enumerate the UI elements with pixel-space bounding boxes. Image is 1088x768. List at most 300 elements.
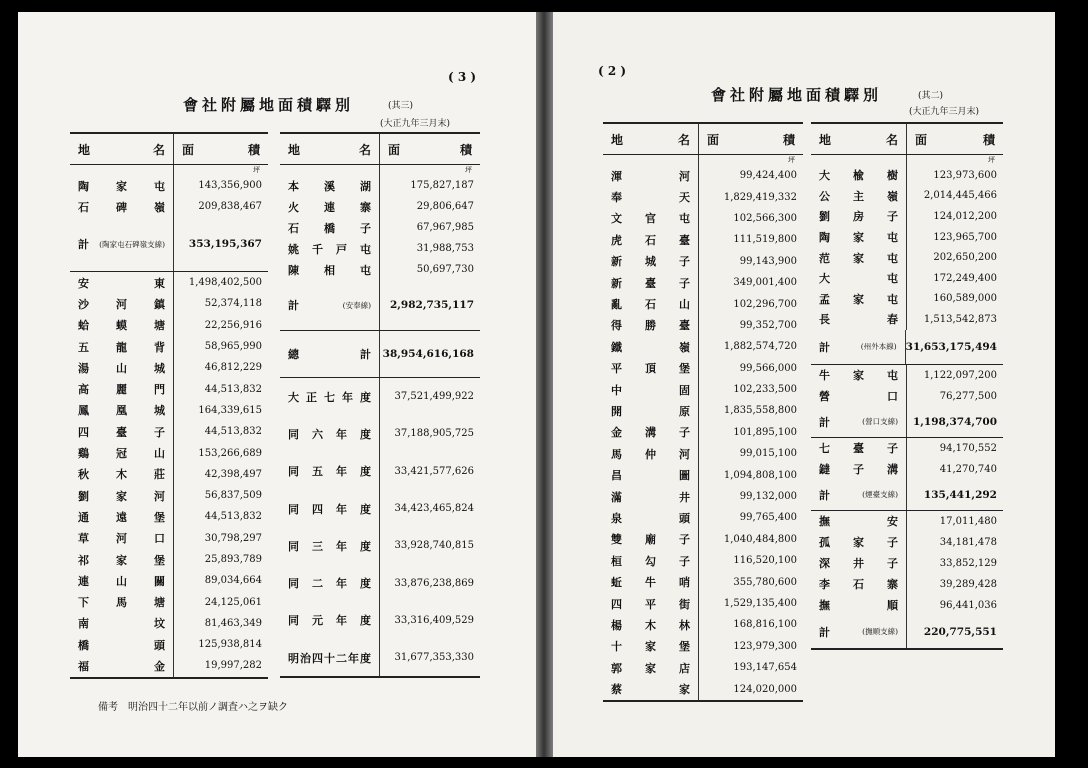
header-name-b: 名 bbox=[358, 142, 371, 157]
station-row-value: 99,424,400 bbox=[739, 170, 797, 182]
station-row-value: 44,513,832 bbox=[204, 383, 262, 395]
station-row-name: 桓 勾 子 bbox=[603, 550, 699, 571]
station-row-name: 李 石 寨 bbox=[811, 574, 907, 595]
station-row-name: 長 春 bbox=[811, 309, 907, 330]
station-row bbox=[603, 251, 803, 272]
station-row-value: 102,296,700 bbox=[733, 298, 797, 310]
year-row bbox=[280, 415, 480, 452]
station-row-value: 1,513,542,873 bbox=[923, 313, 997, 325]
station-row-value: 56,837,509 bbox=[204, 490, 262, 502]
station-row-value: 101,895,100 bbox=[733, 426, 797, 438]
total-row bbox=[811, 407, 1003, 437]
header-area-a: 面 bbox=[915, 132, 928, 147]
station-row-name: 新 臺 子 bbox=[603, 272, 699, 293]
total-row-name bbox=[70, 217, 174, 271]
station-row-name: 七 臺 子 bbox=[811, 438, 907, 459]
station-row-name: 金 溝 子 bbox=[603, 422, 699, 443]
station-row-name: 得 勝 臺 bbox=[603, 315, 699, 336]
station-row-name: 大 楡 樹 bbox=[811, 165, 907, 186]
station-row-name: 奉 天 bbox=[603, 186, 699, 207]
year-row bbox=[280, 453, 480, 490]
station-row-name: 高 麗 門 bbox=[70, 378, 174, 399]
total-row-value: 135,441,292 bbox=[923, 488, 997, 501]
station-row bbox=[811, 186, 1003, 207]
station-row-value: 30,798,297 bbox=[204, 532, 262, 544]
header-area-cell bbox=[380, 134, 480, 164]
total-label: 計 bbox=[288, 299, 299, 312]
station-table-left-col2 bbox=[280, 132, 480, 678]
station-row bbox=[811, 574, 1003, 595]
station-row-name: 楊 木 林 bbox=[603, 614, 699, 635]
total-row bbox=[70, 217, 268, 271]
year-row-name: 同 元 年 度 bbox=[280, 602, 380, 639]
total-row-value: 220,775,551 bbox=[923, 625, 997, 638]
subtitle-date: (大正九年三月末) bbox=[909, 107, 980, 117]
page-title: 會社附屬地面積驛別 bbox=[711, 86, 883, 104]
station-row bbox=[70, 442, 268, 463]
station-row-name: 文 官 屯 bbox=[603, 208, 699, 229]
station-row-name: 草 河 口 bbox=[70, 528, 174, 549]
total-row-value: 31,653,175,494 bbox=[905, 340, 997, 353]
station-table-right-col2 bbox=[811, 122, 1003, 650]
station-row bbox=[811, 386, 1003, 407]
station-row-name: 深 井 子 bbox=[811, 553, 907, 574]
station-row-name: 四 平 街 bbox=[603, 593, 699, 614]
station-row-name: 公 主 嶺 bbox=[811, 186, 907, 207]
station-row bbox=[603, 657, 803, 678]
station-row-name: 蚯 牛 哨 bbox=[603, 571, 699, 592]
station-row-name: 亂 石 山 bbox=[603, 293, 699, 314]
year-row bbox=[280, 527, 480, 564]
station-row-value: 1,882,574,720 bbox=[723, 341, 797, 353]
station-row-value: 58,965,990 bbox=[204, 341, 262, 353]
station-row-value: 123,965,700 bbox=[933, 231, 997, 243]
page-title: 會社附屬地面積驛別 bbox=[183, 96, 355, 114]
unit-label: 坪 bbox=[465, 166, 472, 174]
page-number: ( 3 ) bbox=[448, 70, 477, 84]
station-row-value: 123,973,600 bbox=[933, 169, 997, 181]
subtitle-part: (其三) bbox=[388, 101, 414, 111]
station-row bbox=[280, 175, 480, 196]
station-row bbox=[70, 196, 268, 217]
total-label: 計 bbox=[819, 488, 830, 502]
station-row bbox=[70, 400, 268, 421]
station-row-name: 陶 家 屯 bbox=[811, 227, 907, 248]
header-area-cell bbox=[699, 124, 803, 154]
unit-label: 坪 bbox=[988, 156, 995, 164]
total-note: (煙臺支線) bbox=[862, 490, 898, 500]
station-row bbox=[603, 293, 803, 314]
station-row-name: 鳳 凰 城 bbox=[70, 400, 174, 421]
station-row bbox=[603, 614, 803, 635]
header-area-b: 積 bbox=[247, 142, 260, 157]
station-row-value: 202,650,200 bbox=[933, 252, 997, 264]
station-row-value: 99,143,900 bbox=[739, 255, 797, 267]
station-row bbox=[280, 217, 480, 238]
station-row-value: 50,697,730 bbox=[416, 264, 474, 275]
total-note: (州外本線) bbox=[860, 342, 897, 352]
total-row-name bbox=[811, 330, 906, 364]
year-row-value: 37,188,905,725 bbox=[394, 428, 474, 440]
station-row bbox=[603, 678, 803, 699]
station-row-value: 1,529,135,400 bbox=[723, 598, 797, 609]
total-row-value: 2,982,735,117 bbox=[389, 299, 474, 311]
header-area-b: 積 bbox=[459, 142, 472, 157]
station-row-value: 116,520,100 bbox=[733, 555, 797, 567]
grand-total-label-a: 總 bbox=[288, 348, 299, 361]
station-row-value: 99,015,100 bbox=[739, 448, 797, 460]
station-row bbox=[603, 529, 803, 550]
station-row-name: 通 遠 堡 bbox=[70, 506, 174, 527]
year-row-name: 明 治 四 十 二 年 度 bbox=[280, 639, 380, 676]
total-note: (安奉線) bbox=[342, 300, 371, 310]
station-row-name: 范 家 屯 bbox=[811, 247, 907, 268]
station-row bbox=[603, 507, 803, 528]
station-row bbox=[70, 272, 268, 293]
total-label: 計 bbox=[819, 415, 830, 429]
station-row bbox=[70, 655, 268, 676]
station-row-name: 劉 房 子 bbox=[811, 206, 907, 227]
unit-row bbox=[280, 165, 480, 175]
grand-total-row-name bbox=[280, 331, 380, 377]
station-row bbox=[70, 357, 268, 378]
year-row-value: 33,876,238,869 bbox=[394, 577, 474, 589]
year-row-value: 33,928,740,815 bbox=[394, 540, 474, 552]
total-row bbox=[280, 280, 480, 330]
station-row-value: 39,289,428 bbox=[939, 578, 997, 590]
station-row-value: 143,356,900 bbox=[198, 180, 262, 191]
station-row-value: 19,997,282 bbox=[204, 660, 262, 672]
total-row-name bbox=[811, 480, 907, 510]
station-row-value: 22,256,916 bbox=[204, 319, 262, 331]
station-row-value: 2,014,445,466 bbox=[923, 190, 997, 202]
station-row-value: 1,829,419,332 bbox=[723, 191, 797, 203]
total-note: (撫順支線) bbox=[862, 627, 898, 637]
total-label: 計 bbox=[78, 238, 89, 251]
header-name-b: 名 bbox=[885, 132, 898, 147]
station-row-value: 125,938,814 bbox=[198, 639, 262, 651]
station-row-value: 175,827,187 bbox=[410, 180, 474, 191]
station-row-name: 鐽 子 溝 bbox=[811, 459, 907, 480]
header-area-a: 面 bbox=[388, 142, 401, 157]
station-row bbox=[811, 227, 1003, 248]
station-row-value: 160,589,000 bbox=[933, 293, 997, 305]
header-name-cell bbox=[70, 134, 174, 164]
table-header bbox=[603, 124, 803, 155]
station-row bbox=[70, 528, 268, 549]
total-row bbox=[811, 616, 1003, 648]
station-row-name: 四 臺 子 bbox=[70, 421, 174, 442]
year-row-value: 33,316,409,529 bbox=[394, 614, 474, 626]
station-row-value: 193,147,654 bbox=[733, 662, 797, 674]
station-row-name: 新 城 子 bbox=[603, 251, 699, 272]
year-row-value: 33,421,577,626 bbox=[394, 465, 474, 477]
station-row-name: 下 馬 塘 bbox=[70, 591, 174, 612]
grand-total-row bbox=[280, 331, 480, 377]
total-note: (營口支線) bbox=[862, 417, 898, 427]
station-row-value: 29,806,647 bbox=[416, 201, 474, 212]
station-row-value: 124,012,200 bbox=[933, 210, 997, 222]
station-row bbox=[280, 196, 480, 217]
header-area-cell bbox=[174, 134, 268, 164]
station-row-value: 31,988,753 bbox=[416, 243, 474, 254]
station-row bbox=[70, 549, 268, 570]
station-table-right-col1 bbox=[603, 122, 803, 702]
station-row-value: 349,001,400 bbox=[733, 277, 797, 289]
station-row-name: 祁 家 堡 bbox=[70, 549, 174, 570]
table-header bbox=[70, 134, 268, 165]
year-row-value: 37,521,499,922 bbox=[394, 391, 474, 403]
table-header bbox=[280, 134, 480, 165]
station-row-name: 孤 家 子 bbox=[811, 532, 907, 553]
station-row-name: 滿 井 bbox=[603, 486, 699, 507]
station-row bbox=[811, 289, 1003, 310]
station-row-value: 99,352,700 bbox=[739, 319, 797, 331]
station-row-name: 渾 河 bbox=[603, 165, 699, 186]
subtitle-part: (其二) bbox=[918, 91, 944, 101]
station-row-value: 1,835,558,800 bbox=[723, 405, 797, 417]
header-name-a: 地 bbox=[288, 142, 301, 157]
header-name-b: 名 bbox=[677, 132, 690, 147]
station-row bbox=[603, 336, 803, 357]
station-row-value: 102,566,300 bbox=[733, 212, 797, 224]
station-row bbox=[603, 379, 803, 400]
station-row bbox=[603, 464, 803, 485]
station-row-value: 42,398,497 bbox=[204, 468, 262, 480]
header-area-b: 積 bbox=[982, 132, 995, 147]
station-row bbox=[70, 378, 268, 399]
unit-row bbox=[603, 155, 803, 165]
station-row bbox=[603, 443, 803, 464]
year-row-name: 同 二 年 度 bbox=[280, 564, 380, 601]
station-row-name: 營 口 bbox=[811, 386, 907, 407]
unit-row bbox=[70, 165, 268, 175]
header-area-b: 積 bbox=[782, 132, 795, 147]
station-table-left-col1 bbox=[70, 132, 268, 679]
station-row-value: 25,893,789 bbox=[204, 554, 262, 565]
station-row bbox=[70, 613, 268, 634]
total-row-name bbox=[811, 616, 907, 648]
station-row bbox=[603, 165, 803, 186]
station-row-value: 124,020,000 bbox=[733, 683, 797, 695]
station-row-name: 連 山 關 bbox=[70, 570, 174, 591]
station-row-value: 67,967,985 bbox=[416, 222, 474, 233]
station-row bbox=[70, 175, 268, 196]
station-row-name: 撫 順 bbox=[811, 595, 907, 616]
station-row bbox=[280, 259, 480, 280]
station-row bbox=[70, 485, 268, 506]
station-row bbox=[280, 238, 480, 259]
total-label: 計 bbox=[819, 625, 830, 639]
station-row-name: 南 坟 bbox=[70, 613, 174, 634]
station-row-value: 76,277,500 bbox=[939, 390, 997, 402]
station-row-value: 52,374,118 bbox=[204, 298, 262, 310]
station-row bbox=[70, 506, 268, 527]
header-name-a: 地 bbox=[611, 132, 624, 147]
station-row-name: 虎 石 臺 bbox=[603, 229, 699, 250]
station-row-name: 馬 仲 河 bbox=[603, 443, 699, 464]
year-row bbox=[280, 639, 480, 676]
year-row bbox=[280, 490, 480, 527]
station-row-name: 姚 千 戸 屯 bbox=[280, 238, 380, 259]
station-row-value: 1,122,097,200 bbox=[923, 369, 997, 381]
station-row-name: 鐵 嶺 bbox=[603, 336, 699, 357]
header-name-a: 地 bbox=[819, 132, 832, 147]
station-row-name: 鷄 冠 山 bbox=[70, 442, 174, 463]
header-area-a: 面 bbox=[182, 142, 195, 157]
station-row-name: 橋 頭 bbox=[70, 634, 174, 655]
station-row bbox=[70, 336, 268, 357]
station-row-value: 99,566,000 bbox=[739, 362, 797, 374]
station-row-name: 郭 家 店 bbox=[603, 657, 699, 678]
station-row-value: 24,125,061 bbox=[204, 596, 262, 608]
station-row bbox=[811, 511, 1003, 532]
station-row-name: 泉 頭 bbox=[603, 507, 699, 528]
header-name-a: 地 bbox=[78, 142, 91, 157]
year-row-value: 34,423,465,824 bbox=[394, 503, 474, 515]
station-row bbox=[70, 315, 268, 336]
year-row bbox=[280, 602, 480, 639]
station-row-name: 福 金 bbox=[70, 655, 174, 676]
station-row bbox=[811, 206, 1003, 227]
page-number: ( 2 ) bbox=[598, 64, 627, 78]
header-area-a: 面 bbox=[707, 132, 720, 147]
station-row bbox=[811, 532, 1003, 553]
unit-row bbox=[811, 155, 1003, 165]
station-row-value: 153,266,689 bbox=[198, 447, 262, 459]
total-row-value: 1,198,374,700 bbox=[912, 415, 997, 428]
station-row-value: 81,463,349 bbox=[204, 617, 262, 629]
station-row-name: 中 固 bbox=[603, 379, 699, 400]
total-row-value: 353,195,367 bbox=[188, 238, 262, 250]
station-row-name: 孟 家 屯 bbox=[811, 289, 907, 310]
station-row-name: 大 屯 bbox=[811, 268, 907, 289]
station-row-value: 1,040,484,800 bbox=[723, 533, 797, 545]
header-name-cell bbox=[603, 124, 699, 154]
left-page bbox=[18, 12, 538, 757]
year-row-name: 同 六 年 度 bbox=[280, 415, 380, 452]
total-row-name bbox=[280, 280, 380, 330]
station-row bbox=[70, 464, 268, 485]
station-row-value: 164,339,615 bbox=[198, 404, 262, 416]
unit-label: 坪 bbox=[253, 166, 260, 174]
year-row-name: 同 四 年 度 bbox=[280, 490, 380, 527]
header-name-cell bbox=[280, 134, 380, 164]
station-row-name: 蛤 蟆 塘 bbox=[70, 315, 174, 336]
station-row-name: 牛 家 屯 bbox=[811, 365, 907, 386]
header-area-cell bbox=[907, 124, 1003, 154]
total-row bbox=[811, 480, 1003, 510]
year-row bbox=[280, 378, 480, 415]
station-row bbox=[603, 272, 803, 293]
station-row-value: 44,513,832 bbox=[204, 511, 262, 523]
station-row bbox=[811, 309, 1003, 330]
station-row-value: 89,034,664 bbox=[204, 575, 262, 587]
station-row-value: 34,181,478 bbox=[939, 536, 997, 548]
station-row-value: 99,765,400 bbox=[739, 512, 797, 524]
station-row-value: 209,838,467 bbox=[198, 201, 262, 212]
station-row-value: 168,816,100 bbox=[733, 619, 797, 631]
station-row-value: 111,519,800 bbox=[733, 234, 797, 246]
station-row-name: 秋 木 莊 bbox=[70, 464, 174, 485]
total-row bbox=[811, 330, 1003, 364]
table-header bbox=[811, 124, 1003, 155]
right-page bbox=[553, 12, 1055, 757]
total-row-name bbox=[811, 407, 907, 437]
station-row-name: 劉 家 河 bbox=[70, 485, 174, 506]
station-row-value: 41,270,740 bbox=[939, 463, 997, 475]
station-row bbox=[811, 595, 1003, 616]
station-row-name: 石 橋 子 bbox=[280, 217, 380, 238]
grand-total-row-value: 38,954,616,168 bbox=[382, 348, 474, 360]
total-note: (陶家屯石碑嶺支線) bbox=[99, 239, 165, 249]
station-row bbox=[70, 591, 268, 612]
station-row-value: 355,780,600 bbox=[733, 576, 797, 588]
station-row-name: 雙 廟 子 bbox=[603, 529, 699, 550]
station-row bbox=[811, 165, 1003, 186]
header-name-cell bbox=[811, 124, 907, 154]
station-row-name: 昌 圖 bbox=[603, 464, 699, 485]
station-row-name: 蔡 家 bbox=[603, 678, 699, 699]
station-row-name: 十 家 堡 bbox=[603, 636, 699, 657]
station-row bbox=[603, 208, 803, 229]
station-row-value: 1,094,808,100 bbox=[723, 469, 797, 481]
station-row bbox=[603, 315, 803, 336]
station-row bbox=[70, 421, 268, 442]
station-row bbox=[811, 553, 1003, 574]
year-row-name: 大 正 七 年 度 bbox=[280, 378, 380, 415]
header-name-b: 名 bbox=[152, 142, 165, 157]
station-row bbox=[811, 438, 1003, 459]
station-row bbox=[603, 636, 803, 657]
station-row-name: 平 頂 堡 bbox=[603, 358, 699, 379]
station-row bbox=[603, 186, 803, 207]
grand-total-label-b: 計 bbox=[360, 348, 371, 361]
year-row-name: 同 五 年 度 bbox=[280, 453, 380, 490]
station-row-value: 96,441,036 bbox=[939, 599, 997, 611]
station-row-value: 102,233,500 bbox=[733, 384, 797, 396]
station-row bbox=[603, 400, 803, 421]
total-label: 計 bbox=[819, 340, 830, 354]
station-row-value: 99,132,000 bbox=[739, 491, 797, 503]
station-row-value: 123,979,300 bbox=[733, 640, 797, 652]
unit-label: 坪 bbox=[788, 156, 795, 164]
station-row bbox=[603, 229, 803, 250]
station-row bbox=[811, 268, 1003, 289]
station-row bbox=[70, 570, 268, 591]
station-row-name: 湯 山 城 bbox=[70, 357, 174, 378]
station-row bbox=[811, 365, 1003, 386]
year-row-value: 31,677,353,330 bbox=[394, 652, 474, 664]
station-row bbox=[603, 571, 803, 592]
station-row-name: 陶 家 屯 bbox=[70, 175, 174, 196]
station-row-name: 陳 相 屯 bbox=[280, 259, 380, 280]
station-row-value: 33,852,129 bbox=[939, 557, 997, 569]
year-row bbox=[280, 564, 480, 601]
station-row bbox=[603, 422, 803, 443]
station-row-value: 44,513,832 bbox=[204, 426, 262, 438]
station-row-value: 46,812,229 bbox=[204, 362, 262, 374]
year-row-name: 同 三 年 度 bbox=[280, 527, 380, 564]
station-row-value: 1,498,402,500 bbox=[188, 277, 262, 289]
station-row bbox=[70, 634, 268, 655]
station-row bbox=[811, 459, 1003, 480]
station-row bbox=[70, 293, 268, 314]
station-row-name: 沙 河 鎮 bbox=[70, 293, 174, 314]
remark-note: 備考 明治四十二年以前ノ調査ハ之ヲ缺ク bbox=[98, 702, 288, 713]
station-row-name: 本 溪 湖 bbox=[280, 175, 380, 196]
station-row bbox=[603, 593, 803, 614]
